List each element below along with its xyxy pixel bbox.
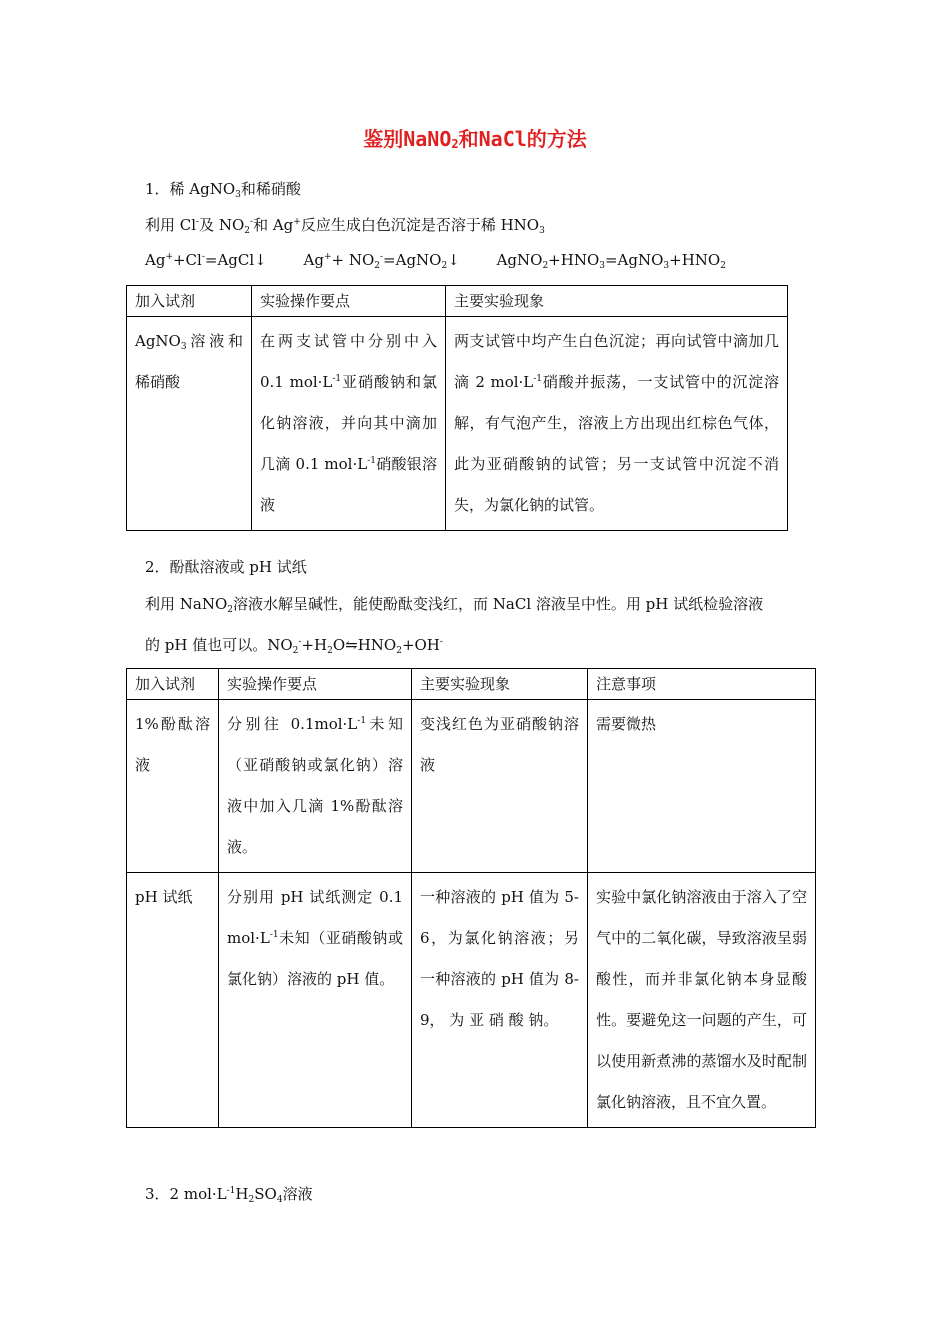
section-2-heading: 2．酚酞溶液或 pH 试纸 (145, 558, 307, 576)
reagent-cell: 1%酚酞溶液 (127, 700, 219, 873)
table-header-cell: 主要实验现象 (412, 669, 588, 700)
table-row (127, 700, 816, 873)
note-cell: 需要微热 (588, 700, 816, 873)
phenomenon-cell: 两支试管中均产生白色沉淀；再向试管中滴加几滴 2 $mol\cdot L^{-1}$硝酸并振荡，一支试管中的沉淀溶解，有气泡产生，溶液上方出现出红棕色气体，此为亚硝酸钠的试管；另一支试管中沉淀不消失，为氯化钠的试管。 (446, 317, 788, 531)
table-header-cell: 注意事项 (588, 669, 816, 700)
equation-2: $Ag^++ NO_2^-=AgNO_2↓$ (303, 251, 460, 271)
phenomenon-cell: 一种溶液的 pH 值为 5-6，为氯化钠溶液；另一种溶液的 pH 值为 8-9， 为 亚 硝 酸 钠。 (412, 873, 588, 1128)
note-cell: 实验中氯化钠溶液由于溶入了空气中的二氧化碳，导致溶液呈弱酸性，而并非氯化钠本身显酸性。要避免这一问题的产生，可以使用新煮沸的蒸馏水及时配制氯化钠溶液，且不宜久置。 (588, 873, 816, 1128)
section-2-description: 利用 NaNO$_2$溶液水解呈碱性，能使酚酞变浅红，而 NaCl 溶液呈中性。用 pH 试纸检验溶液 (145, 595, 764, 615)
table-header-cell: 实验操作要点 (252, 286, 446, 317)
table-header-row (127, 669, 816, 700)
section-1-heading: 1．稀 AgNO$_3$和稀硝酸 (145, 180, 301, 200)
table-header-cell: 加入试剂 (127, 286, 252, 317)
operation-cell: 分别往 $0.1mol\cdot L^{-1}$未知（亚硝酸钠或氯化钠）溶液中加入几滴 1%酚酞溶液。 (219, 700, 412, 873)
table-header-cell: 实验操作要点 (219, 669, 412, 700)
table-2 (126, 668, 816, 1128)
page-title: 鉴别NaNO$_2$和NaCl的方法 (363, 127, 587, 151)
equation-1: Ag++Cl-=AgCl↓ (145, 251, 267, 269)
operation-cell: 在两支试管中分别中入 0.1 $mol\cdot L^{-1}$亚硝酸钠和氯化钠溶液，并向其中滴加几滴 0.1 $mol\cdot L^{-1}$硝酸银溶液 (252, 317, 446, 531)
reagent-cell: pH 试纸 (127, 873, 219, 1128)
table-row (127, 873, 816, 1128)
section-1-equations (145, 251, 726, 269)
table-1 (126, 285, 788, 531)
table-header-row (127, 286, 788, 317)
table-header-cell: 主要实验现象 (446, 286, 788, 317)
table-row (127, 317, 788, 531)
equation-3: $AgNO_2+HNO_3=AgNO_3+HNO_2$ (496, 251, 726, 271)
section-3-heading: 3．2 $mol\cdot L^{-1}H_2SO_4$溶液 (145, 1185, 313, 1205)
operation-cell: 分别用 pH 试纸测定 0.1 $mol\cdot L^{-1}$未知（亚硝酸钠或氯化钠）溶液的 pH 值。 (219, 873, 412, 1128)
phenomenon-cell: 变浅红色为亚硝酸钠溶液 (412, 700, 588, 873)
section-2-equation: 的 pH 值也可以。$NO_2^-+H_2O⇋HNO_2+OH^-$ (145, 636, 443, 656)
reagent-cell: AgNO$_3$溶液和稀硝酸 (127, 317, 252, 531)
section-1-description: 利用 Cl-及 $NO_2^-$和 Ag+反应生成白色沉淀是否溶于稀 $HNO_3$ (145, 216, 545, 236)
table-header-cell: 加入试剂 (127, 669, 219, 700)
